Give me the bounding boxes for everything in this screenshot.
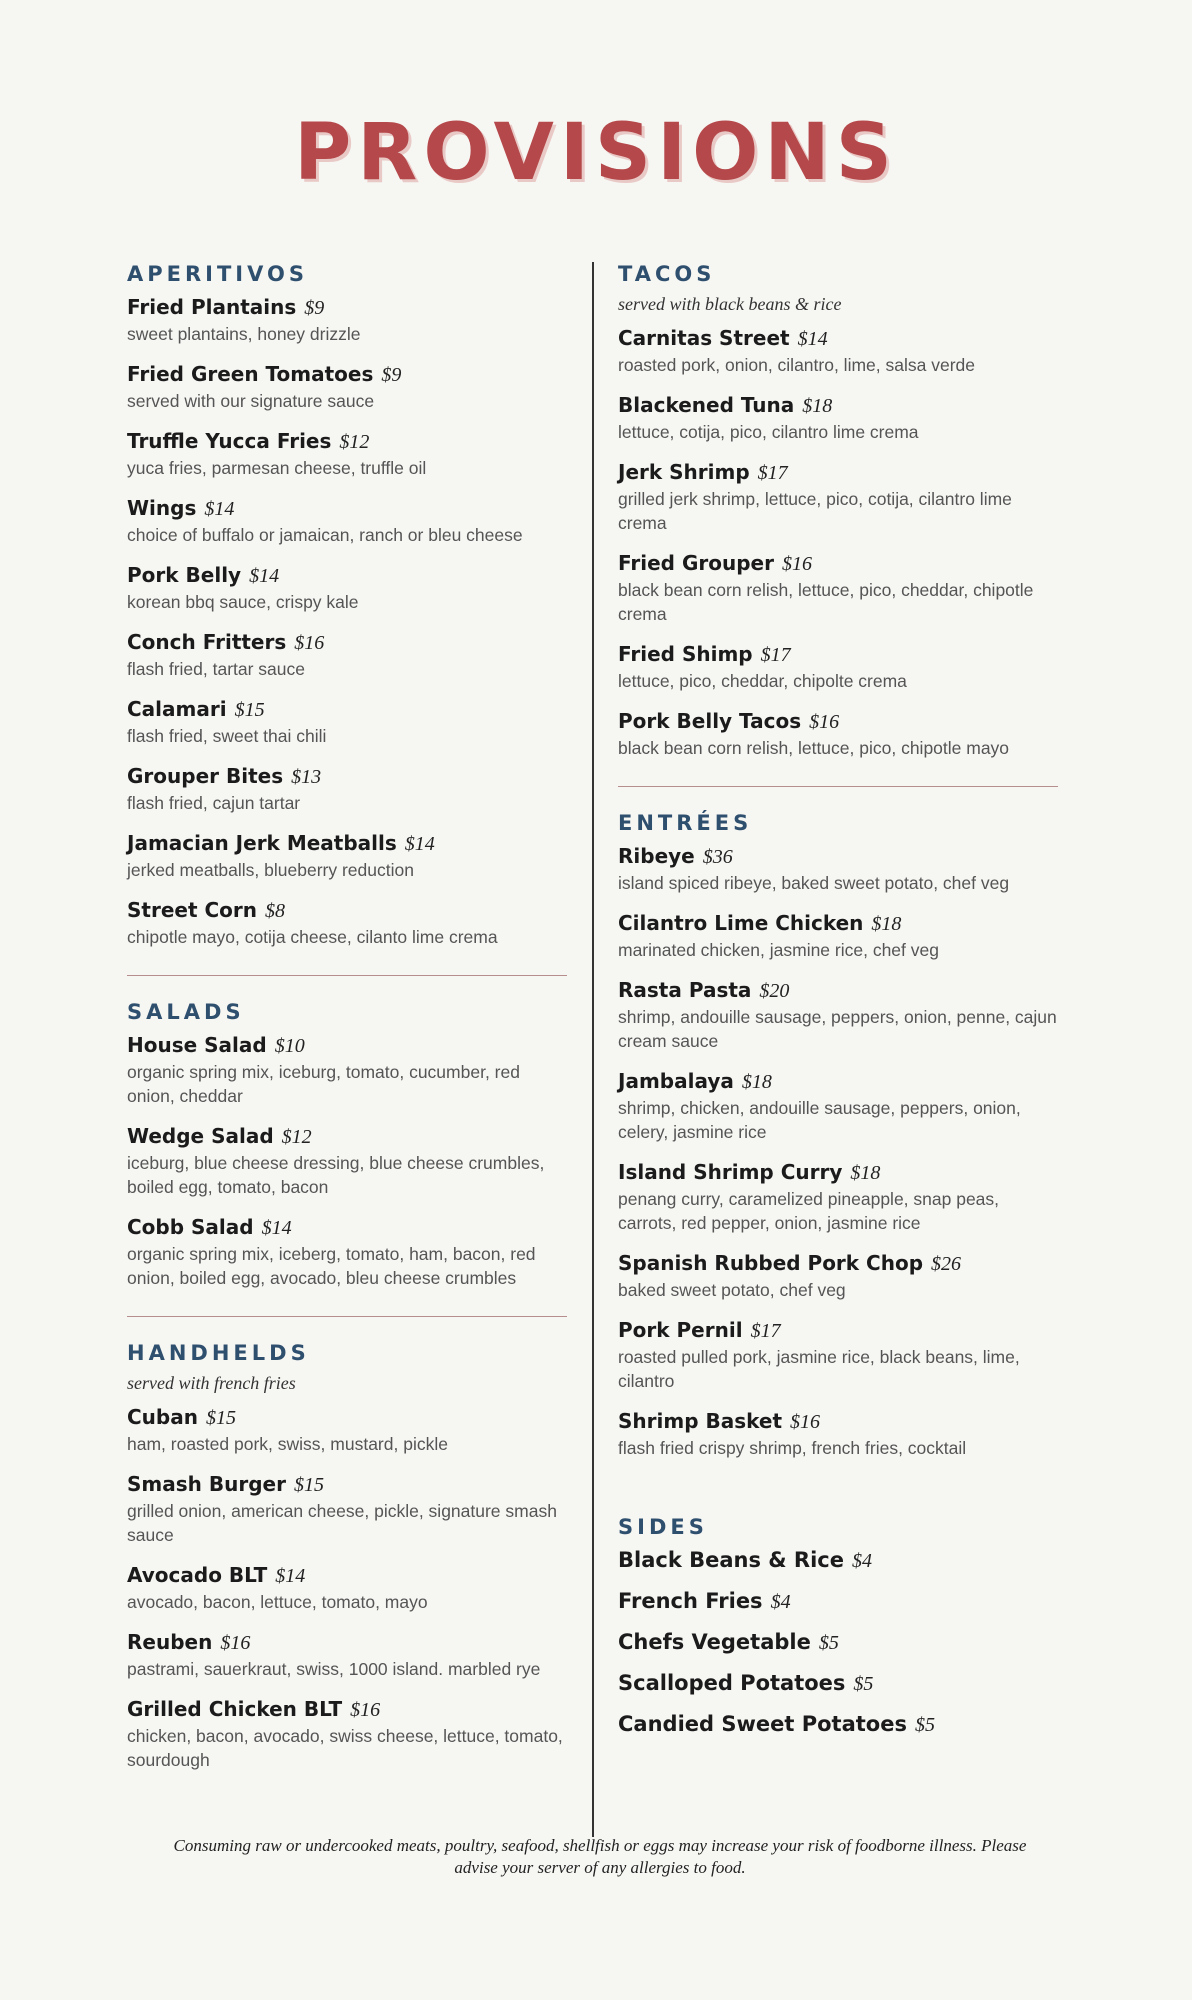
menu-item (618, 550, 1058, 626)
menu-item (618, 1317, 1058, 1393)
menu-item-description: pastrami, sauerkraut, swiss, 1000 island. marbled rye (127, 1659, 541, 1679)
item-list (618, 843, 1058, 1460)
menu-item-price: $16 (220, 1632, 251, 1654)
allergy-disclaimer: Consuming raw or undercooked meats, poultry, seafood, shellfish or eggs may increase your risk of foodborne illness. Please advise your server of any allergies to food. (173, 1836, 1027, 1877)
menu-item-description: penang curry, caramelized pineapple, snap peas, carrots, red pepper, onion, jasmine rice (618, 1189, 1000, 1233)
menu-item-line (127, 696, 567, 723)
menu-item-name: Grilled Chicken BLT (127, 1697, 343, 1721)
section-heading: SIDES (618, 1515, 708, 1539)
menu-item-description: roasted pulled pork, jasmine rice, black beans, lime, cilantro (618, 1347, 1020, 1391)
menu-item-line (127, 830, 567, 857)
menu-item-price: $14 (797, 328, 828, 350)
section-divider (618, 786, 1058, 787)
menu-item-line (127, 1696, 567, 1723)
menu-item-line (618, 1317, 1058, 1344)
section-heading: TACOS (618, 262, 716, 286)
menu-item-name: Jerk Shrimp (618, 460, 750, 484)
menu-item-description: chipotle mayo, cotija cheese, cilanto lime crema (127, 927, 498, 947)
menu-item (618, 843, 1058, 895)
menu-item-name: Shrimp Basket (618, 1409, 783, 1433)
menu-item (127, 763, 567, 815)
menu-item-description: yuca fries, parmesan cheese, truffle oil (127, 458, 427, 478)
menu-item (127, 1471, 567, 1547)
menu-item (618, 392, 1058, 444)
section-subheading: served with black beans & rice (618, 294, 842, 314)
menu-item-name: Jambalaya (618, 1069, 734, 1093)
menu-item-name: Avocado BLT (127, 1563, 268, 1587)
menu-item-name: Reuben (127, 1630, 213, 1654)
section-subheading: served with french fries (127, 1373, 296, 1393)
menu-item-price: $4 (851, 1550, 872, 1572)
menu-item-name: French Fries (618, 1589, 763, 1613)
section-tacos (618, 262, 1058, 760)
menu-item-line (618, 1068, 1058, 1095)
menu-item-description: sweet plantains, honey drizzle (127, 324, 361, 344)
menu-item (127, 1404, 567, 1456)
menu-item-line (127, 1032, 567, 1059)
menu-item-name: Cuban (127, 1405, 198, 1429)
menu-item-line (618, 910, 1058, 937)
menu-item-line (127, 763, 567, 790)
menu-item (127, 1032, 567, 1108)
menu-item-name: House Salad (127, 1033, 267, 1057)
menu-item (618, 1670, 1058, 1697)
menu-item-price: $14 (275, 1565, 306, 1587)
menu-item-line (618, 843, 1058, 870)
menu-item-description: flash fried crispy shrimp, french fries, cocktail (618, 1438, 967, 1458)
menu-item-name: Carnitas Street (618, 326, 790, 350)
menu-item-line (127, 495, 567, 522)
menu-item (618, 1250, 1058, 1302)
menu-item-line (127, 1214, 567, 1241)
menu-item-price: $16 (781, 553, 812, 575)
menu-item-line (618, 977, 1058, 1004)
menu-item-name: Spanish Rubbed Pork Chop (618, 1251, 924, 1275)
menu-item-price: $14 (249, 565, 280, 587)
menu-item (127, 897, 567, 949)
menu-item-price: $18 (741, 1071, 772, 1093)
menu-item-description: black bean corn relish, lettuce, pico, cheddar, chipotle crema (618, 580, 1034, 624)
menu-item-name: Wings (127, 496, 197, 520)
menu-item-name: Calamari (127, 697, 227, 721)
menu-item-name: Fried Grouper (618, 551, 774, 575)
section-heading: HANDHELDS (127, 1341, 310, 1365)
menu-item-name: Blackened Tuna (618, 393, 795, 417)
menu-item (127, 1696, 567, 1772)
menu-item-price: $8 (265, 900, 285, 922)
menu-item-price: $12 (339, 431, 370, 453)
menu-item (127, 696, 567, 748)
menu-item-price: $16 (809, 711, 840, 733)
menu-item-line (127, 1562, 567, 1589)
menu-item-description: marinated chicken, jasmine rice, chef veg (618, 940, 939, 960)
menu-item (618, 1159, 1058, 1235)
menu-item-price: $26 (931, 1253, 962, 1275)
menu-item (127, 1123, 567, 1199)
menu-item-line (618, 392, 1058, 419)
menu-item-description: iceburg, blue cheese dressing, blue cheese crumbles, boiled egg, tomato, bacon (127, 1153, 545, 1197)
menu-item-name: Candied Sweet Potatoes (618, 1712, 907, 1736)
menu-item (618, 459, 1058, 535)
menu-item-line (618, 1670, 1058, 1697)
page-title: PROVISIONS (294, 108, 898, 198)
menu-item (618, 977, 1058, 1053)
menu-item-description: shrimp, andouille sausage, peppers, onion, penne, cajun cream sauce (618, 1007, 1057, 1051)
menu-item-description: organic spring mix, iceburg, tomato, cucumber, red onion, cheddar (127, 1062, 520, 1106)
menu-item-line (618, 641, 1058, 668)
section-entrees (618, 811, 1058, 1460)
menu-item-name: Wedge Salad (127, 1124, 274, 1148)
menu-item-price: $16 (350, 1699, 381, 1721)
menu-item-description: lettuce, cotija, pico, cilantro lime crema (618, 422, 919, 442)
item-list (127, 1404, 567, 1772)
menu-item (618, 708, 1058, 760)
menu-item-name: Black Beans & Rice (618, 1548, 844, 1572)
menu-item-name: Chefs Vegetable (618, 1630, 811, 1654)
menu-item-description: shrimp, chicken, andouille sausage, peppers, onion, celery, jasmine rice (618, 1098, 1021, 1142)
menu-item-price: $18 (871, 913, 902, 935)
menu-item (127, 1562, 567, 1614)
menu-item-price: $10 (274, 1035, 305, 1057)
menu-item-description: jerked meatballs, blueberry reduction (127, 860, 414, 880)
menu-item (618, 641, 1058, 693)
menu-item-price: $15 (293, 1474, 324, 1496)
menu-item-description: black bean corn relish, lettuce, pico, chipotle mayo (618, 738, 1010, 758)
menu-item-price: $9 (304, 297, 325, 319)
menu-item-line (618, 459, 1058, 486)
menu-item-name: Pork Belly (127, 563, 242, 587)
menu-item-name: Rasta Pasta (618, 978, 752, 1002)
menu-item-line (618, 1408, 1058, 1435)
menu-item-price: $20 (759, 980, 790, 1002)
menu-item (618, 1408, 1058, 1460)
section-salads (127, 1000, 567, 1290)
menu-item-line (618, 1629, 1058, 1656)
menu-item-price: $5 (818, 1632, 839, 1654)
right-column (618, 262, 1058, 1752)
section-heading: APERITIVOS (127, 262, 308, 286)
menu-item (618, 1588, 1058, 1615)
menu-item-name: Grouper Bites (127, 764, 284, 788)
section-divider (127, 975, 567, 976)
menu-item (127, 294, 567, 346)
menu-item-price: $5 (853, 1673, 874, 1695)
section-aperitivos (127, 262, 567, 949)
menu-item-line (127, 562, 567, 589)
menu-item-price: $4 (770, 1591, 791, 1613)
item-list (618, 1547, 1058, 1738)
menu-item-name: Truffle Yucca Fries (127, 429, 332, 453)
menu-item (127, 562, 567, 614)
column-divider (592, 262, 594, 1837)
menu-item-description: grilled onion, american cheese, pickle, signature smash sauce (127, 1501, 557, 1545)
menu-item (127, 1214, 567, 1290)
menu-item-price: $9 (381, 364, 402, 386)
menu-item-price: $36 (702, 846, 733, 868)
menu-item-line (127, 1123, 567, 1150)
section-sides (618, 1515, 1058, 1738)
menu-item-description: avocado, bacon, lettuce, tomato, mayo (127, 1592, 428, 1612)
menu-item-description: organic spring mix, iceberg, tomato, ham, bacon, red onion, boiled egg, avocado, bleu cheese crumbles (127, 1244, 536, 1288)
menu-item-name: Scalloped Potatoes (618, 1671, 846, 1695)
menu-item-price: $15 (234, 699, 265, 721)
menu-item-name: Island Shrimp Curry (618, 1160, 843, 1184)
menu-item-price: $5 (914, 1714, 935, 1736)
menu-item-description: grilled jerk shrimp, lettuce, pico, cotija, cilantro lime crema (618, 489, 1012, 533)
menu-item (127, 428, 567, 480)
menu-item-line (127, 629, 567, 656)
menu-item-description: roasted pork, onion, cilantro, lime, salsa verde (618, 355, 975, 375)
menu-item-description: flash fried, sweet thai chili (127, 726, 327, 746)
menu-item (127, 1629, 567, 1681)
menu-item-line (618, 1547, 1058, 1574)
menu-item (127, 830, 567, 882)
menu-item-name: Street Corn (127, 898, 257, 922)
menu-item-line (618, 325, 1058, 352)
menu-item-description: island spiced ribeye, baked sweet potato, chef veg (618, 873, 1010, 893)
menu-item-line (618, 1711, 1058, 1738)
menu-item-description: choice of buffalo or jamaican, ranch or bleu cheese (127, 525, 523, 545)
item-list (127, 294, 567, 949)
menu-item-line (127, 361, 567, 388)
menu-item-line (127, 1404, 567, 1431)
menu-item-price: $16 (790, 1411, 821, 1433)
menu-item-name: Pork Pernil (618, 1318, 743, 1342)
menu-item-description: baked sweet potato, chef veg (618, 1280, 846, 1300)
menu-item-line (618, 1159, 1058, 1186)
menu-item-description: korean bbq sauce, crispy kale (127, 592, 359, 612)
menu-item-line (127, 1629, 567, 1656)
item-list (618, 325, 1058, 760)
menu-item-price: $16 (294, 632, 325, 654)
menu-item (618, 1068, 1058, 1144)
menu-item-line (127, 294, 567, 321)
menu-item-price: $17 (757, 462, 788, 484)
menu-item-name: Smash Burger (127, 1472, 286, 1496)
menu-item-name: Conch Fritters (127, 630, 287, 654)
menu-item-description: flash fried, tartar sauce (127, 659, 305, 679)
menu-item-name: Cobb Salad (127, 1215, 254, 1239)
menu-item-price: $17 (750, 1320, 781, 1342)
section-handhelds (127, 1341, 567, 1772)
menu-item (618, 1629, 1058, 1656)
section-heading: SALADS (127, 1000, 245, 1024)
menu-item (618, 1711, 1058, 1738)
menu-item-price: $15 (205, 1407, 236, 1429)
menu-item-description: chicken, bacon, avocado, swiss cheese, lettuce, tomato, sourdough (127, 1726, 563, 1770)
section-heading: ENTRÉES (618, 811, 753, 835)
item-list (127, 1032, 567, 1290)
menu-item-name: Jamacian Jerk Meatballs (127, 831, 397, 855)
menu-item-name: Pork Belly Tacos (618, 709, 802, 733)
menu-item-price: $14 (404, 833, 435, 855)
menu-item (127, 629, 567, 681)
menu-item (127, 361, 567, 413)
menu-item-price: $18 (802, 395, 833, 417)
menu-item-name: Fried Green Tomatoes (127, 362, 374, 386)
menu-item-line (127, 897, 567, 924)
menu-item-price: $12 (281, 1126, 312, 1148)
menu-item-name: Ribeye (618, 844, 695, 868)
menu-item-price: $17 (760, 644, 791, 666)
menu-item-description: served with our signature sauce (127, 391, 375, 411)
menu-item (618, 910, 1058, 962)
menu-item-line (618, 550, 1058, 577)
menu-item-name: Cilantro Lime Chicken (618, 911, 864, 935)
menu-item-description: lettuce, pico, cheddar, chipolte crema (618, 671, 907, 691)
menu-item-description: ham, roasted pork, swiss, mustard, pickle (127, 1434, 448, 1454)
menu-item-price: $18 (850, 1162, 881, 1184)
menu-item-name: Fried Plantains (127, 295, 297, 319)
menu-item-line (127, 428, 567, 455)
section-divider (127, 1316, 567, 1317)
menu-item (127, 495, 567, 547)
menu-item-price: $14 (204, 498, 235, 520)
menu-item-line (618, 1588, 1058, 1615)
menu-item-price: $14 (261, 1217, 292, 1239)
menu-item-name: Fried Shimp (618, 642, 753, 666)
menu-item-line (618, 708, 1058, 735)
menu-item-price: $13 (291, 766, 322, 788)
menu-item-line (127, 1471, 567, 1498)
menu-item (618, 325, 1058, 377)
menu-item-line (618, 1250, 1058, 1277)
left-column (127, 262, 567, 1787)
menu-item-description: flash fried, cajun tartar (127, 793, 301, 813)
menu-item (618, 1547, 1058, 1574)
